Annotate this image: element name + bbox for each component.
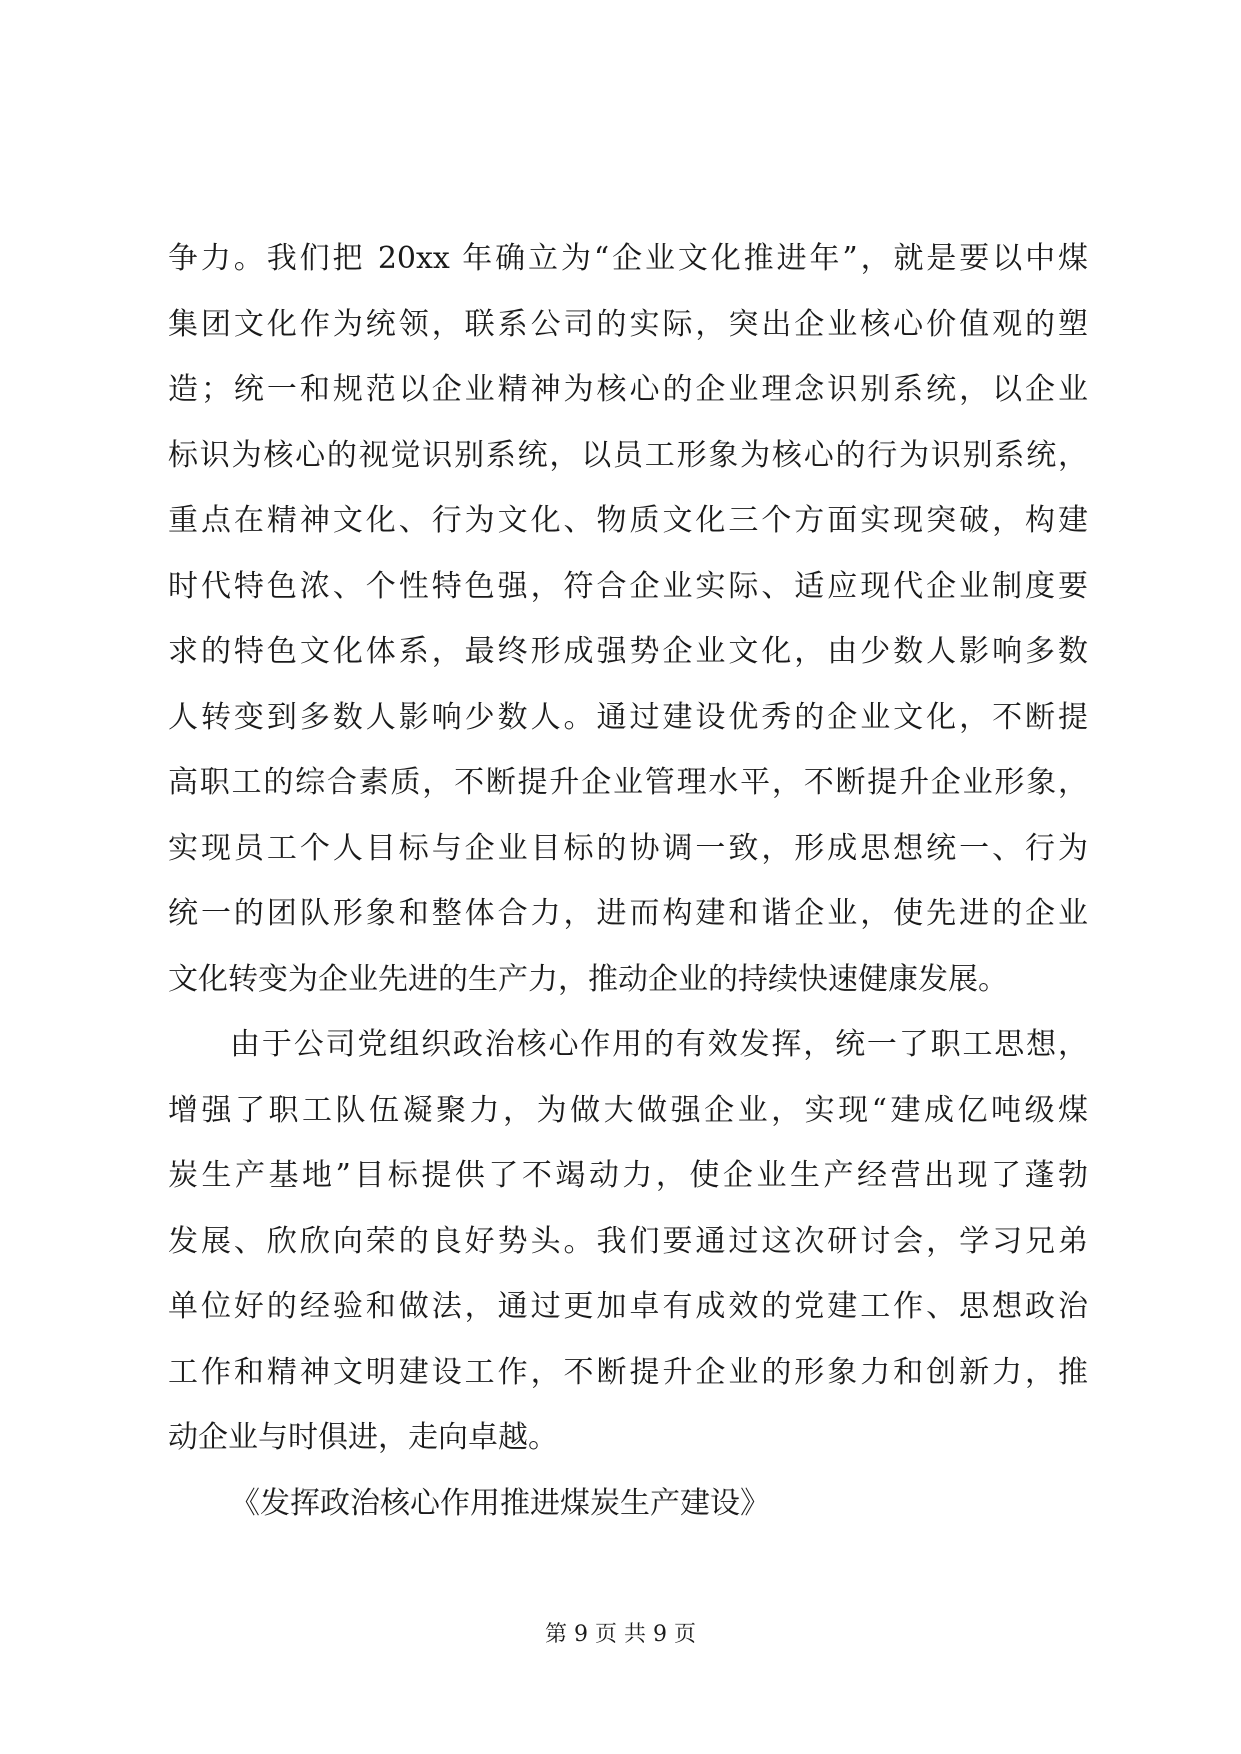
text-line: 重点在精神文化、行为文化、物质文化三个方面实现突破，构建: [168, 503, 1088, 538]
text-line: 实现员工个人目标与企业目标的协调一致，形成思想统一、行为: [168, 830, 1088, 866]
text-line: 发展、欣欣向荣的良好势头。我们要通过这次研讨会，学习兄弟: [168, 1223, 1088, 1259]
text-line: 工作和精神文明建设工作，不断提升企业的形象力和创新力，推: [168, 1354, 1088, 1390]
text-line: 高职工的综合素质，不断提升企业管理水平，不断提升企业形象，: [168, 765, 1088, 800]
text-line: 增强了职工队伍凝聚力，为做大做强企业，实现“建成亿吨级煤: [168, 1092, 1088, 1128]
text-line: 标识为核心的视觉识别系统，以员工形象为核心的行为识别系统，: [168, 437, 1088, 473]
text-line: 造；统一和规范以企业精神为核心的企业理念识别系统，以企业: [168, 372, 1088, 407]
text-line: 集团文化作为统领，联系公司的实际，突出企业核心价值观的塑: [168, 306, 1088, 342]
text-line: 求的特色文化体系，最终形成强势企业文化，由少数人影响多数: [168, 634, 1088, 669]
text-line: 时代特色浓、个性特色强，符合企业实际、适应现代企业制度要: [168, 568, 1088, 604]
body-text: [168, 226, 1088, 1536]
text-line: 炭生产基地”目标提供了不竭动力，使企业生产经营出现了蓬勃: [168, 1158, 1088, 1193]
paragraph-end-line: 动企业与时俱进，走向卓越。: [168, 1420, 558, 1455]
text-line: 争力。我们把 20xx 年确立为“企业文化推进年”，就是要以中煤: [168, 241, 1088, 276]
document-title-line: 《发挥政治核心作用推进煤炭生产建设》: [230, 1485, 770, 1521]
text-line: 人转变到多数人影响少数人。通过建设优秀的企业文化，不断提: [168, 699, 1088, 735]
text-line: 统一的团队形象和整体合力，进而构建和谐企业，使先进的企业: [168, 896, 1088, 931]
page-number-footer: 第 9 页 共 9 页: [545, 1622, 696, 1647]
text-line: 单位好的经验和做法，通过更加卓有成效的党建工作、思想政治: [168, 1289, 1088, 1324]
paragraph-start-line: 由于公司党组织政治核心作用的有效发挥，统一了职工思想，: [230, 1027, 1088, 1062]
paragraph-end-line: 文化转变为企业先进的生产力，推动企业的持续快速健康发展。: [168, 961, 1008, 997]
